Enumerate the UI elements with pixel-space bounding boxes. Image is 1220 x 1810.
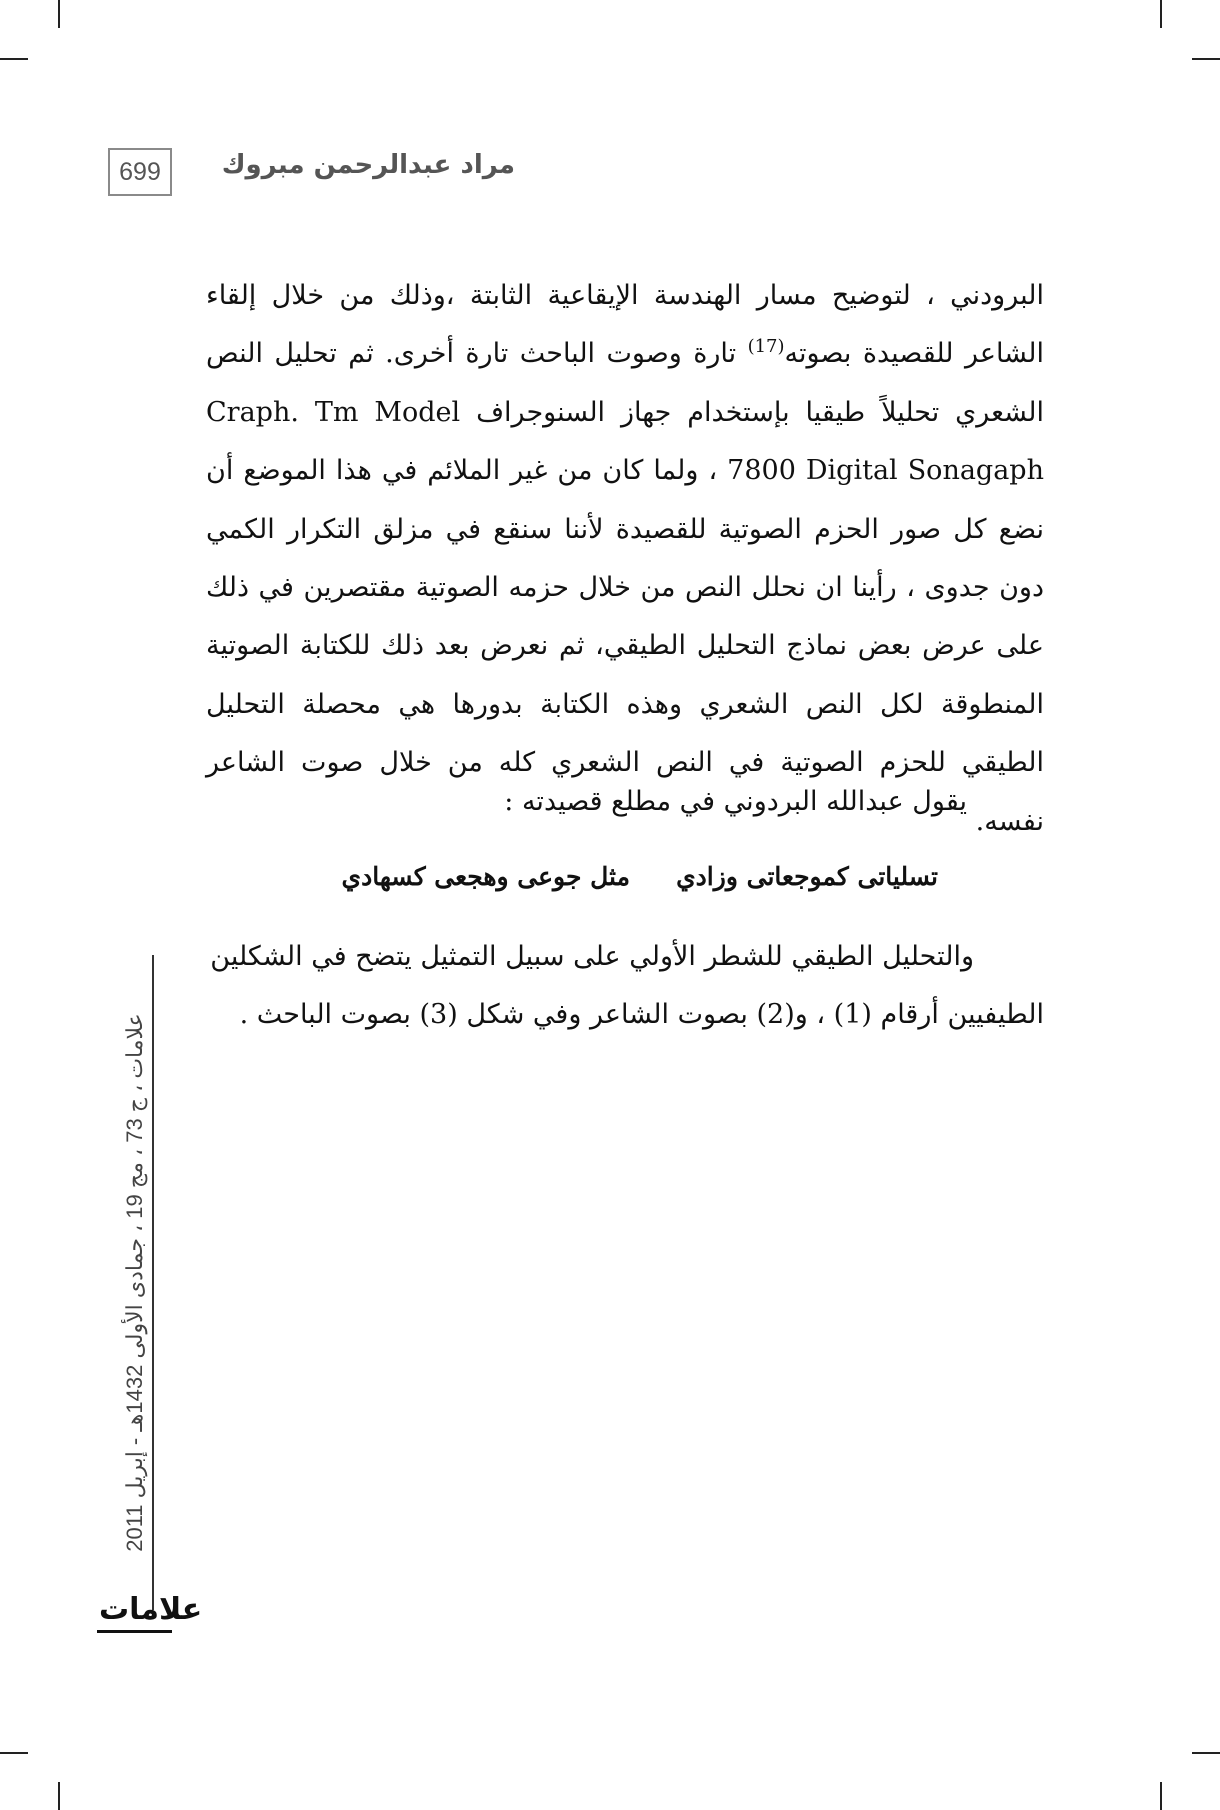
footnote-reference: (17)	[747, 336, 785, 358]
paragraph-text-start: البرودني ، لتوضيح مسار الهندسة الإيقاعية الثابتة ،وذلك من خلال إلقاء الشاعر للقصيدة بصوته	[206, 280, 1044, 370]
crop-mark-bottom-right-vertical	[1160, 1782, 1162, 1810]
journal-logo: علامات	[99, 1592, 203, 1627]
verse-introduction: يقول عبدالله البردوني في مطلع قصيدته :	[504, 786, 967, 817]
analysis-line-2: الطيفيين أرقام (1) ، و(2) بصوت الشاعر وفي شكل (3) بصوت الباحث .	[239, 999, 1044, 1030]
crop-mark-top-right-vertical	[1160, 0, 1162, 28]
verse-second-hemistich: مثل جوعى وهجعى كسهادي	[341, 862, 630, 891]
journal-logo-underline	[97, 1630, 172, 1633]
crop-mark-bottom-left-horizontal	[0, 1752, 28, 1754]
running-header-author: مراد عبدالرحمن مبروك	[221, 150, 515, 180]
crop-mark-bottom-right-horizontal	[1192, 1752, 1220, 1754]
paragraph-text-rest: تارة وصوت الباحث تارة أخرى. ثم تحليل النص الشعري تحليلاً طيقيا بإستخدام جهاز السنوجراف Craph. Tm Model 7800 Digital Sonagaph ، ولما كان من غير الملائم في هذا الموضع أن نضع كل صور الحزم الصوتية للقصيدة لأننا سنقع في مزلق التكرار الكمي دون جدوى ، رأينا ان نحلل النص من خلال حزمه الصوتية مقتصرين في ذلك على عرض بعض نماذج التحليل الطيقي، ثم نعرض بعد ذلك للكتابة الصوتية المنطوقة لكل النص الشعري وهذه الكتابة بدورها هي محصلة التحليل الطيقي للحزم الصوتية في النص الشعري كله من خلال صوت الشاعر نفسه.	[206, 338, 1044, 837]
crop-mark-top-left-vertical	[58, 0, 60, 28]
analysis-paragraph	[206, 928, 1044, 1044]
body-paragraph	[206, 267, 1044, 851]
crop-mark-bottom-left-vertical	[58, 1782, 60, 1810]
analysis-line-1: والتحليل الطيقي للشطر الأولي على سبيل التمثيل يتضح في الشكلين	[210, 941, 974, 972]
crop-mark-top-right-horizontal	[1192, 58, 1220, 60]
page-number: 699	[108, 148, 172, 196]
crop-mark-top-left-horizontal	[0, 58, 28, 60]
verse-first-hemistich: تسلياتى كموجعاتى وزادي	[676, 862, 938, 891]
journal-issue-info: علامات ، ج 73 ، مج 19 ، جمادى الأولى 1432هـ - إبريل 2011	[122, 1013, 147, 1552]
